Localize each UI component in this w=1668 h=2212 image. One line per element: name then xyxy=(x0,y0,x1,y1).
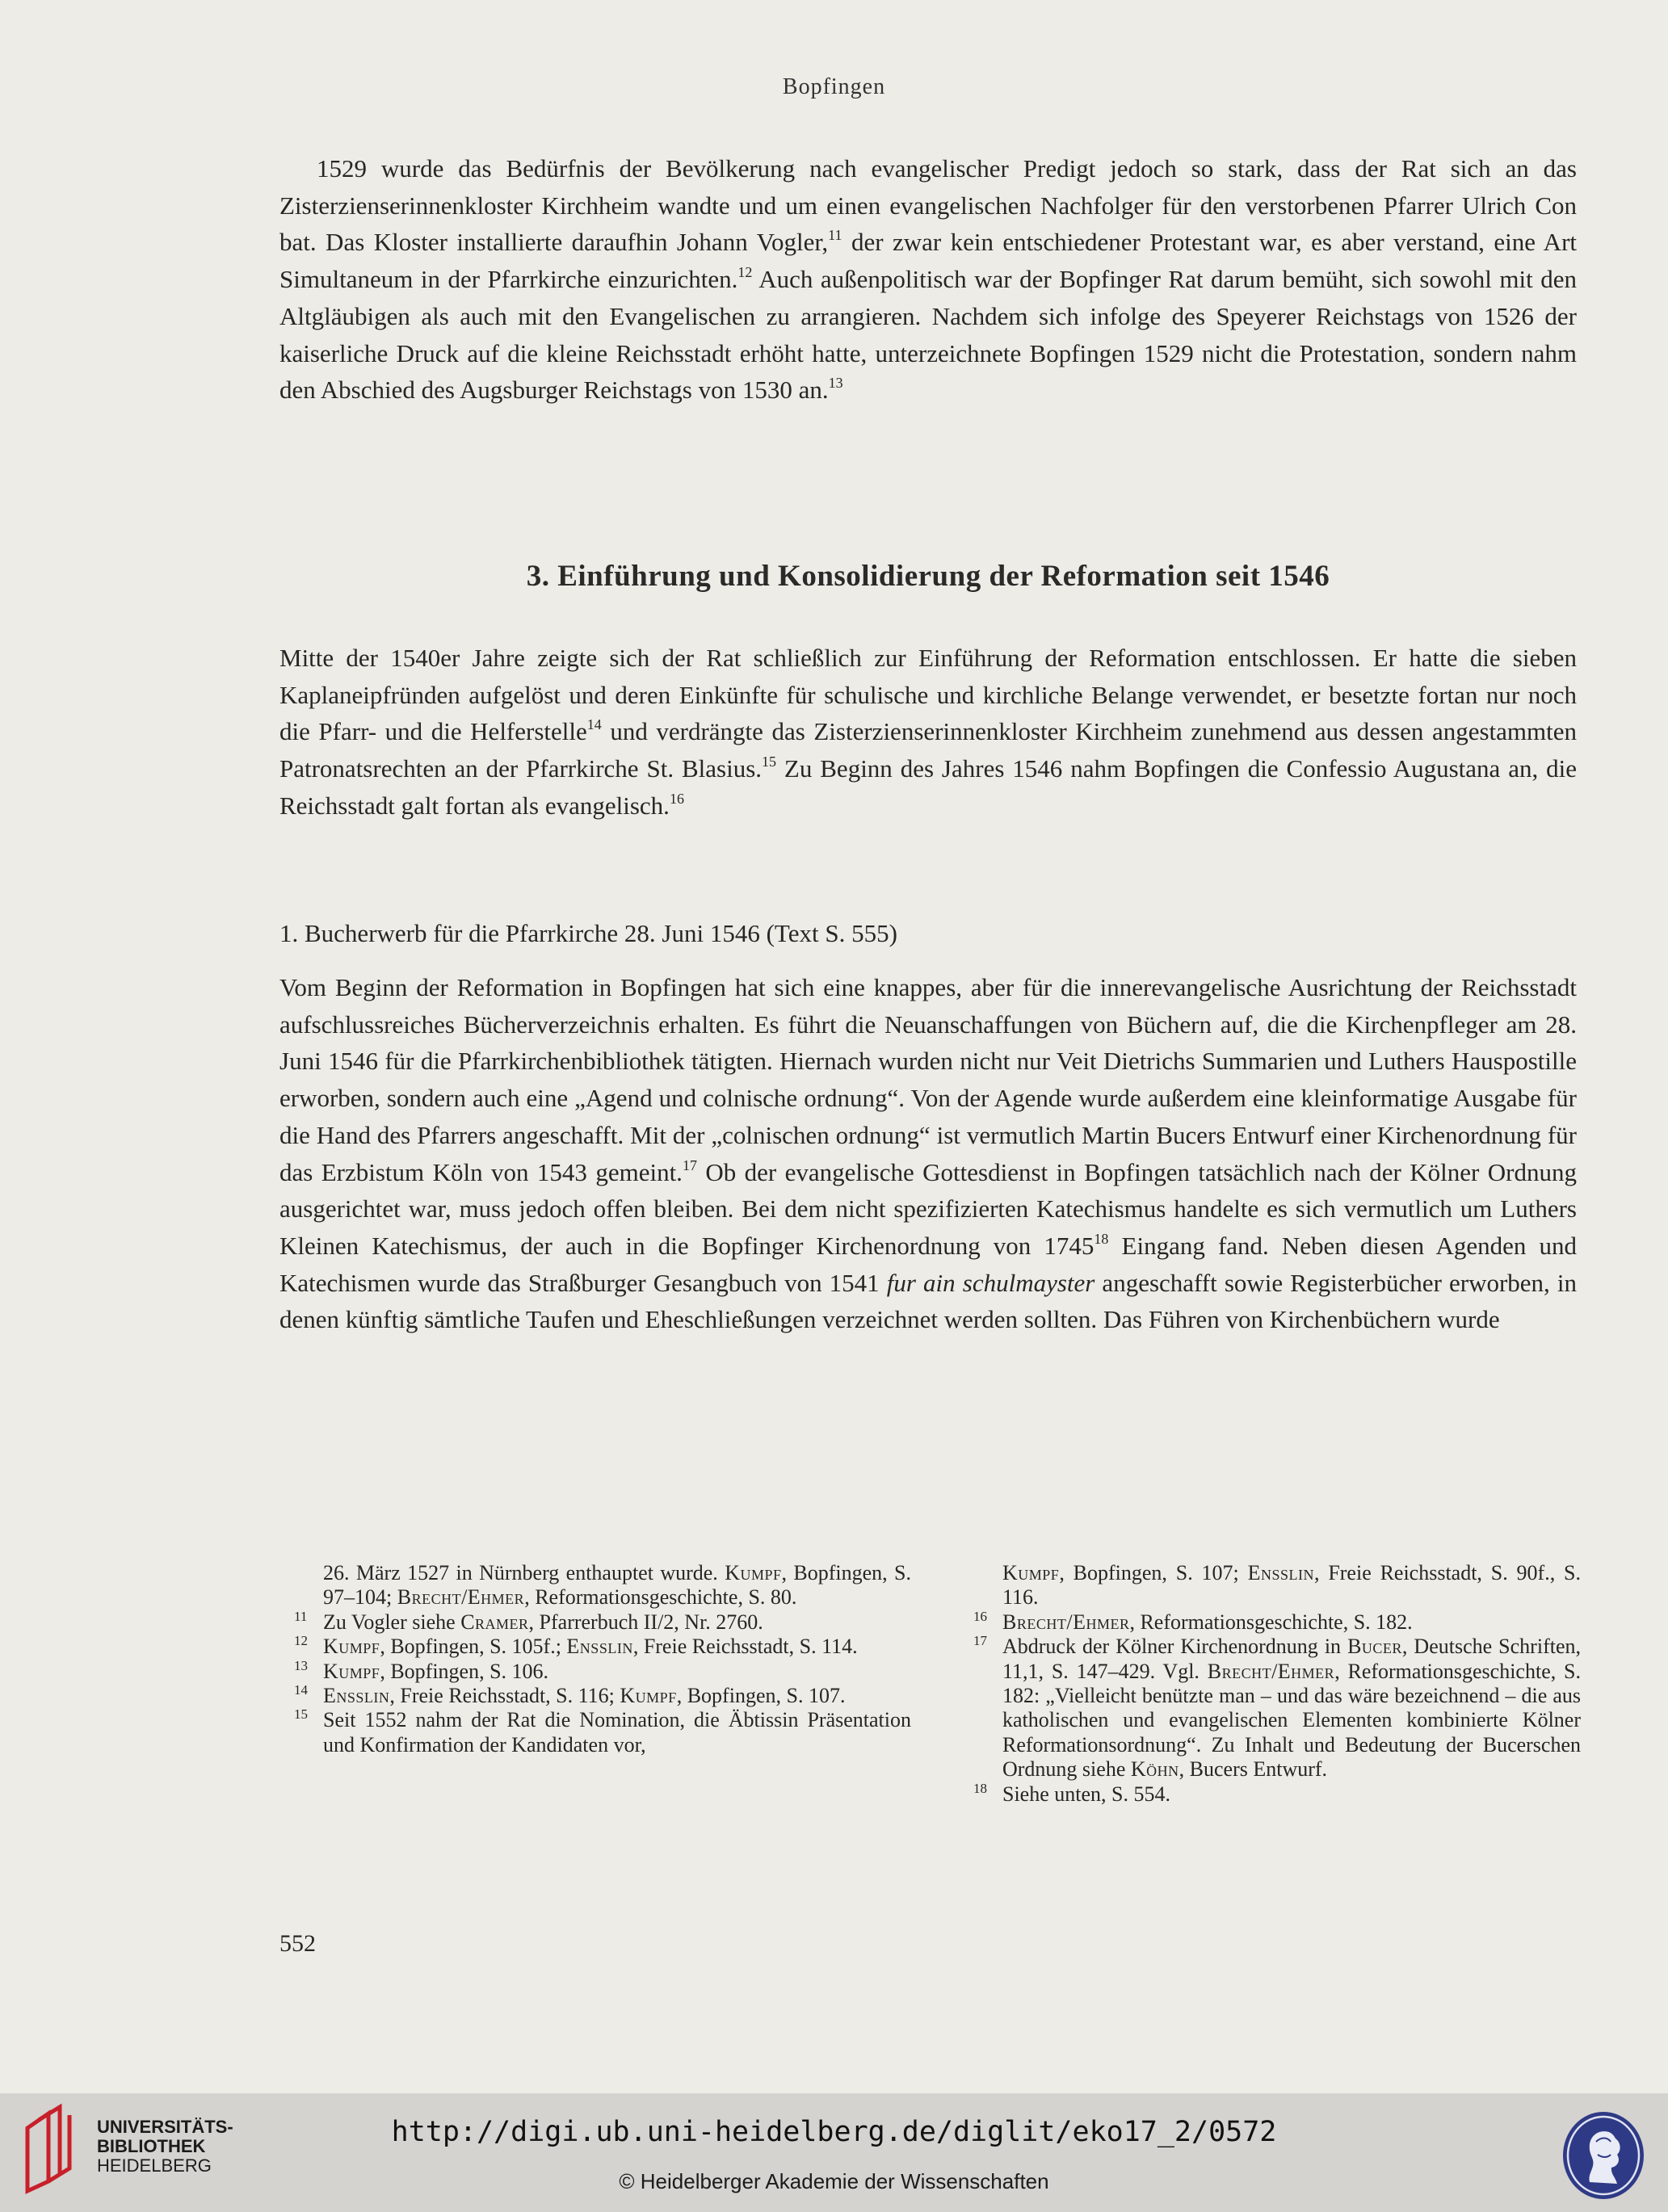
permalink-url[interactable]: http://digi.ub.uni-heidelberg.de/diglit/eko17_2/0572 xyxy=(391,2116,1277,2148)
body-section-3 xyxy=(279,969,1577,1338)
footnote-ref-14[interactable]: 14 xyxy=(586,716,602,733)
footnote-17: 17 Abdruck der Kölner Kirchenordnung in Bucer, Deutsche Schriften, 11,1, S. 147–429. Vgl. Brecht/Ehmer, Reformationsgeschichte, S. 182: „Vielleicht benützte man – und das wäre bezeichnend – die aus katholischen und evangelischen Elementen kombinierte Kölner Reformationsordnung“. Zu Inhalt und Bedeutung der Bucerschen Ordnung siehe Köhn, Bucers Entwurf. xyxy=(973,1633,1581,1782)
library-logo-text[interactable]: UNIVERSITÄTS- BIBLIOTHEK HEIDELBERG xyxy=(97,2117,233,2176)
footnote-11: 11 Zu Vogler siehe Cramer, Pfarrerbuch II/2, Nr. 2760. xyxy=(294,1608,763,1634)
running-head: Bopfingen xyxy=(782,74,886,99)
footnote-ref-18[interactable]: 18 xyxy=(1094,1230,1109,1247)
paragraph-1: 1529 wurde das Bedürfnis der Bevölkerung nach evangelischer Predigt jedoch so stark, dass der Rat sich an das Zisterzienserinnenkloster Kirchheim wandte und um einen evangelischen Nachfolger für den verstorbenen Pfarrer Ulrich Con bat. Das Kloster installierte daraufhin Johann Vogler,$^{11}$ der zwar kein entschiedener Protestant war, es aber verstand, eine Art Simultaneum in der Pfarrkirche einzurichten.$^{12}$ Auch außenpolitisch war der Bopfinger Rat darum bemüht, sich sowohl mit den Altgläubigen als auch mit den Evangelischen zu arrangieren. Nachdem sich infolge des Speyerer Reichstags von 1526 der kaiserliche Druck auf die kleine Reichsstadt erhöht hatte, unterzeichnete Bopfingen 1529 nicht die Protestation, sondern nahm den Abschied des Augsburger Reichstags von 1530 an.$^{13}$ xyxy=(279,154,1578,405)
section-heading: 3. Einführung und Konsolidierung der Reformation seit 1546 xyxy=(526,560,1330,593)
footnote-13: 13 Kumpf, Bopfingen, S. 106. xyxy=(294,1657,549,1683)
footnote-ref-15[interactable]: 15 xyxy=(762,753,777,770)
footnote-ref-13[interactable]: 13 xyxy=(828,375,843,392)
footnote-15: 15 Seit 1552 nahm der Rat die Nomination, die Äbtissin Präsentation und Konfirmation der Kandidaten vor, xyxy=(294,1706,911,1757)
page-number: 552 xyxy=(279,1930,316,1957)
footnote-ref-17[interactable]: 17 xyxy=(682,1156,697,1173)
footnotes-right-column xyxy=(959,1561,1581,1807)
paragraph-3: Vom Beginn der Reformation in Bopfingen hat sich eine knappes, aber für die innerevangelische Ausrichtung der Reichsstadt aufschlussreiches Bücherverzeichnis erhalten. Es führt die Neuanschaffungen von Büchern auf, die die Kirchenpfleger am 28. Juni 1546 für die Pfarrkirchenbibliothek tätigten. Hiernach wurden nicht nur Veit Dietrichs Summarien und Luthers Hauspostille erworben, sondern auch eine „Agend und colnische ordnung“. Von der Agende wurde außerdem eine kleinformatige Ausgabe für die Hand des Pfarrers angeschafft. Mit der „colnischen ordnung“ ist vermutlich Martin Bucers Entwurf einer Kirchenordnung für das Erzbistum Köln von 1543 gemeint.$^{17}$ Ob der evangelische Gottesdienst in Bopfingen tatsächlich nach der Kölner Ordnung ausgerichtet war, muss jedoch offen bleiben. Bei dem nicht spezifizierten Katechismus handelte es sich vermutlich um Luthers Kleinen Katechismus, der auch in die Bopfinger Kirchenordnung von 1745$^{18}$ Eingang fand. Neben diesen Agenden und Katechismen wurde das Straßburger Gesangbuch von 1541 fur ain schulmayster angeschafft sowie Registerbücher erworben, in denen künftig sämtliche Taufen und Eheschließungen verzeichnet werden sollten. Das Führen von Kirchenbüchern wurde xyxy=(279,973,1577,1334)
italic-title: fur ain schulmayster xyxy=(886,1268,1095,1297)
footnote-ref-12[interactable]: 12 xyxy=(737,264,753,281)
footnote-14: 14 Ensslin, Freie Reichsstadt, S. 116; Kumpf, Bopfingen, S. 107. xyxy=(294,1682,846,1708)
footnotes-left-column xyxy=(279,1561,911,1757)
body-section-1 xyxy=(279,150,1577,409)
academy-seal-icon[interactable] xyxy=(1561,2109,1646,2202)
footnote-continuation: Kumpf, Bopfingen, S. 107; Ensslin, Freie Reichsstadt, S. 90f., S. 116. xyxy=(1002,1561,1582,1610)
footnote-continuation: 26. März 1527 in Nürnberg enthauptet wurde. Kumpf, Bopfingen, S. 97–104; Brecht/Ehmer, Reformationsgeschichte, S. 80. xyxy=(323,1561,911,1610)
subsection-heading: 1. Bucherwerb für die Pfarrkirche 28. Juni 1546 (Text S. 555) xyxy=(279,919,897,947)
paragraph-2: Mitte der 1540er Jahre zeigte sich der Rat schließlich zur Einführung der Reformation entschlossen. Er hatte die sieben Kaplaneipfründen aufgelöst und deren Einkünfte für schulische und kirchliche Belange verwendet, er besetzte fortan nur noch die Pfarr- und die Helferstelle$^{14}$ und verdrängte das Zisterzienserinnenkloster Kirchheim zunehmend aus dessen angestammten Patronatsrechten an der Pfarrkirche St. Blasius.$^{15}$ Zu Beginn des Jahres 1546 nahm Bopfingen die Confessio Augustana an, die Reichsstadt galt fortan als evangelisch.$^{16}$ xyxy=(279,644,1577,820)
copyright-notice: © Heidelberger Akademie der Wissenschaften xyxy=(619,2169,1049,2193)
footnote-ref-16[interactable]: 16 xyxy=(669,790,684,807)
footnote-ref-11[interactable]: 11 xyxy=(828,227,842,244)
footnote-18: 18 Siehe unten, S. 554. xyxy=(973,1780,1170,1806)
body-section-2 xyxy=(279,640,1577,825)
footnote-16: 16 Brecht/Ehmer, Reformationsgeschichte, S. 182. xyxy=(973,1608,1413,1634)
footnote-12: 12 Kumpf, Bopfingen, S. 105f.; Ensslin, Freie Reichsstadt, S. 114. xyxy=(294,1633,858,1659)
